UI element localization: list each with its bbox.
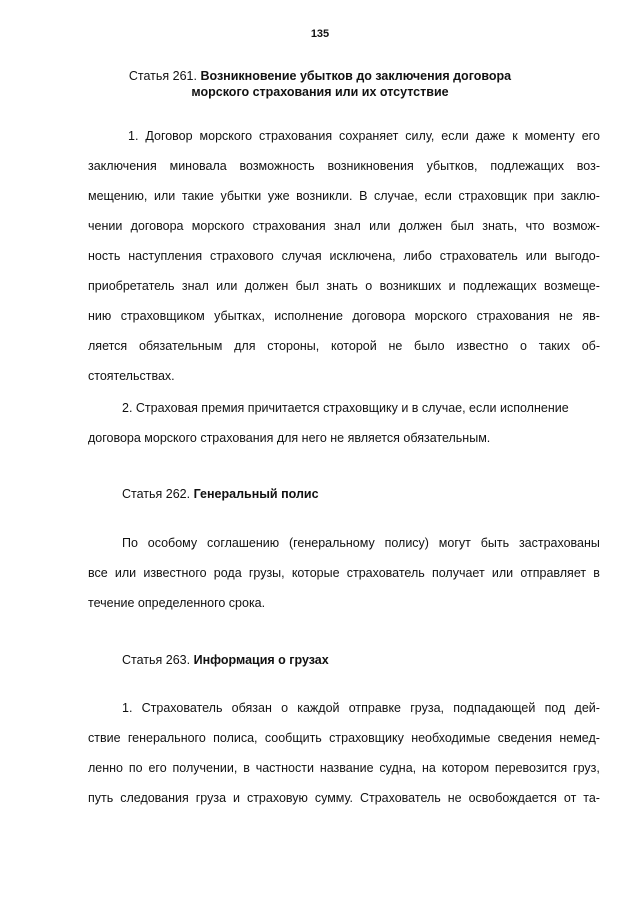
word: воз- bbox=[576, 159, 600, 173]
word: выгодо- bbox=[554, 249, 600, 263]
word: подлежащих bbox=[490, 159, 564, 173]
article-263-p1-line bbox=[122, 700, 600, 716]
article-261-p1-line bbox=[88, 188, 600, 204]
word: получает bbox=[431, 566, 485, 580]
word: должен bbox=[244, 279, 289, 293]
word: или bbox=[114, 566, 137, 580]
word: или bbox=[369, 219, 391, 233]
word: все bbox=[88, 566, 108, 580]
word: убытки bbox=[220, 189, 262, 203]
word: убытков, bbox=[426, 159, 478, 173]
word: грузы, bbox=[248, 566, 285, 580]
word: отправляет bbox=[520, 566, 587, 580]
word: возникли. bbox=[296, 189, 353, 203]
word: и bbox=[233, 791, 240, 805]
word: генерального bbox=[127, 731, 206, 745]
word: возможность bbox=[239, 159, 315, 173]
word: не bbox=[388, 339, 403, 353]
word: по bbox=[128, 761, 143, 775]
article-261-p1-line: стоятельствах. bbox=[88, 369, 175, 383]
word: необходимые bbox=[411, 731, 491, 745]
word: та- bbox=[583, 791, 600, 805]
word: его bbox=[148, 761, 167, 775]
article-261-title-line1: Возникновение убытков до заключения договора bbox=[200, 69, 512, 83]
word: подпадающей bbox=[453, 701, 536, 715]
word: заклю- bbox=[560, 189, 600, 203]
word: полиса, bbox=[213, 731, 258, 745]
word: и bbox=[448, 279, 456, 293]
word: случае, bbox=[374, 189, 418, 203]
word: приобретатель bbox=[88, 279, 175, 293]
word: сведения bbox=[497, 731, 553, 745]
word: в bbox=[593, 566, 600, 580]
word: путь bbox=[88, 791, 114, 805]
word: морского bbox=[414, 309, 468, 323]
word: ленно bbox=[88, 761, 124, 775]
word: договора bbox=[130, 219, 184, 233]
word: 1. bbox=[122, 701, 133, 715]
word: был bbox=[450, 219, 474, 233]
word: сохраняет bbox=[339, 129, 399, 143]
word: либо bbox=[403, 249, 432, 263]
word: сумму. bbox=[314, 791, 354, 805]
word: возмеще- bbox=[544, 279, 600, 293]
article-261-p1-line bbox=[128, 128, 600, 144]
word: дей- bbox=[574, 701, 600, 715]
word: Договор bbox=[145, 129, 193, 143]
word: название bbox=[319, 761, 374, 775]
word: если bbox=[424, 189, 452, 203]
article-261-p1-line bbox=[88, 338, 600, 354]
word: страховщику bbox=[329, 731, 404, 745]
word: обязан bbox=[231, 701, 272, 715]
word: которой bbox=[331, 339, 377, 353]
word: таких bbox=[538, 339, 570, 353]
word: страховую bbox=[246, 791, 308, 805]
article-263-heading bbox=[122, 652, 329, 668]
article-262-title: Генеральный полис bbox=[193, 487, 319, 501]
word: знать bbox=[326, 279, 358, 293]
word: или bbox=[491, 566, 514, 580]
word: не bbox=[559, 309, 573, 323]
word: груз, bbox=[573, 761, 600, 775]
article-261-p1-line bbox=[88, 158, 600, 174]
word: для bbox=[234, 339, 256, 353]
word: если bbox=[441, 129, 469, 143]
word: договора bbox=[352, 309, 406, 323]
word: заключения bbox=[88, 159, 157, 173]
word: от bbox=[563, 791, 577, 805]
word: о bbox=[365, 279, 373, 293]
word: чении bbox=[88, 219, 123, 233]
word: немед- bbox=[559, 731, 600, 745]
word: или bbox=[525, 249, 547, 263]
word: соглашению bbox=[206, 536, 280, 550]
word: В bbox=[359, 189, 368, 203]
word: под bbox=[544, 701, 566, 715]
word: об- bbox=[581, 339, 600, 353]
word: мещению, bbox=[88, 189, 148, 203]
word: знал bbox=[333, 219, 361, 233]
article-263-p1-line bbox=[88, 790, 600, 806]
word: моменту bbox=[524, 129, 575, 143]
word: исполнение bbox=[274, 309, 343, 323]
article-262-label: Статья 262. bbox=[122, 487, 191, 501]
word: судна, bbox=[379, 761, 417, 775]
word: груза bbox=[195, 791, 227, 805]
word: о bbox=[281, 701, 289, 715]
word: сообщить bbox=[264, 731, 322, 745]
word: страхования bbox=[252, 219, 326, 233]
word: убытках, bbox=[214, 309, 265, 323]
word: частности bbox=[255, 761, 314, 775]
article-261-p1-line bbox=[88, 278, 600, 294]
article-262-heading bbox=[122, 486, 319, 502]
word: яв- bbox=[582, 309, 600, 323]
word: при bbox=[533, 189, 555, 203]
word: получении, bbox=[172, 761, 238, 775]
word: ствие bbox=[88, 731, 121, 745]
word: подлежащих bbox=[462, 279, 537, 293]
article-263-p1-line bbox=[88, 760, 600, 776]
word: страхования bbox=[259, 129, 333, 143]
word: такие bbox=[181, 189, 214, 203]
article-263-label: Статья 263. bbox=[122, 653, 191, 667]
word: или bbox=[154, 189, 176, 203]
page-number: 135 bbox=[310, 28, 330, 40]
word: ляется bbox=[88, 339, 128, 353]
word: отправке bbox=[348, 701, 402, 715]
word: страхового bbox=[210, 249, 274, 263]
word: в bbox=[243, 761, 250, 775]
word: рода bbox=[213, 566, 242, 580]
word: По bbox=[122, 536, 138, 550]
word: или bbox=[216, 279, 238, 293]
word: особому bbox=[147, 536, 198, 550]
word: знать, bbox=[482, 219, 518, 233]
word: страхователь bbox=[346, 566, 425, 580]
word: наступления bbox=[128, 249, 203, 263]
word: известного bbox=[143, 566, 207, 580]
word: исключена, bbox=[329, 249, 396, 263]
word: следования bbox=[120, 791, 189, 805]
word: которые bbox=[291, 566, 340, 580]
word: даже bbox=[475, 129, 506, 143]
word: морского bbox=[191, 219, 245, 233]
word: что bbox=[525, 219, 545, 233]
word: (генеральному bbox=[288, 536, 375, 550]
word: должен bbox=[398, 219, 443, 233]
word: могут bbox=[438, 536, 471, 550]
word: стороны, bbox=[267, 339, 320, 353]
word: морского bbox=[199, 129, 253, 143]
word: знал bbox=[181, 279, 209, 293]
word: застрахованы bbox=[518, 536, 600, 550]
word: возникновения bbox=[327, 159, 414, 173]
word: страхования bbox=[476, 309, 550, 323]
article-261-p1-line bbox=[88, 308, 600, 324]
article-262-p1-line bbox=[88, 565, 600, 581]
article-262-p1-line: течение определенного срока. bbox=[88, 596, 266, 610]
word: ность bbox=[88, 249, 121, 263]
word: миновала bbox=[169, 159, 227, 173]
word: Страхователь bbox=[141, 701, 223, 715]
word: страховщиком bbox=[120, 309, 205, 323]
word: известно bbox=[456, 339, 509, 353]
article-261-p1-line bbox=[88, 248, 600, 264]
article-263-title: Информация о грузах bbox=[193, 653, 329, 667]
word: случая bbox=[281, 249, 322, 263]
word: был bbox=[295, 279, 320, 293]
word: возникших bbox=[379, 279, 442, 293]
word: не bbox=[447, 791, 462, 805]
article-261-p1-line bbox=[88, 218, 600, 234]
article-261-p2-line: договора морского страхования для него не является обязательным. bbox=[88, 431, 491, 445]
word: уже bbox=[267, 189, 290, 203]
word: нию bbox=[88, 309, 112, 323]
word: груза, bbox=[410, 701, 444, 715]
word: возмож- bbox=[552, 219, 600, 233]
word: страхователь bbox=[439, 249, 518, 263]
word: быть bbox=[480, 536, 510, 550]
word: полису) bbox=[384, 536, 429, 550]
article-261-heading bbox=[0, 68, 640, 100]
word: к bbox=[512, 129, 518, 143]
word: страховщик bbox=[458, 189, 527, 203]
word: о bbox=[520, 339, 527, 353]
word: на bbox=[422, 761, 436, 775]
word: котором bbox=[441, 761, 490, 775]
word: было bbox=[414, 339, 445, 353]
article-261-label: Статья 261. bbox=[128, 69, 197, 83]
word: его bbox=[581, 129, 600, 143]
article-263-p1-line bbox=[88, 730, 600, 746]
word: силу, bbox=[405, 129, 435, 143]
word: обязательным bbox=[138, 339, 223, 353]
article-261-p2-line: 2. Страховая премия причитается страховщику и в случае, если исполнение bbox=[122, 401, 569, 415]
word: перевозится bbox=[494, 761, 568, 775]
word: освобождается bbox=[468, 791, 557, 805]
word: Страхователь bbox=[359, 791, 441, 805]
article-262-p1-line bbox=[122, 535, 600, 551]
word: каждой bbox=[297, 701, 340, 715]
word: 1. bbox=[128, 129, 139, 143]
article-261-title-line2: морского страхования или их отсутствие bbox=[191, 85, 449, 99]
